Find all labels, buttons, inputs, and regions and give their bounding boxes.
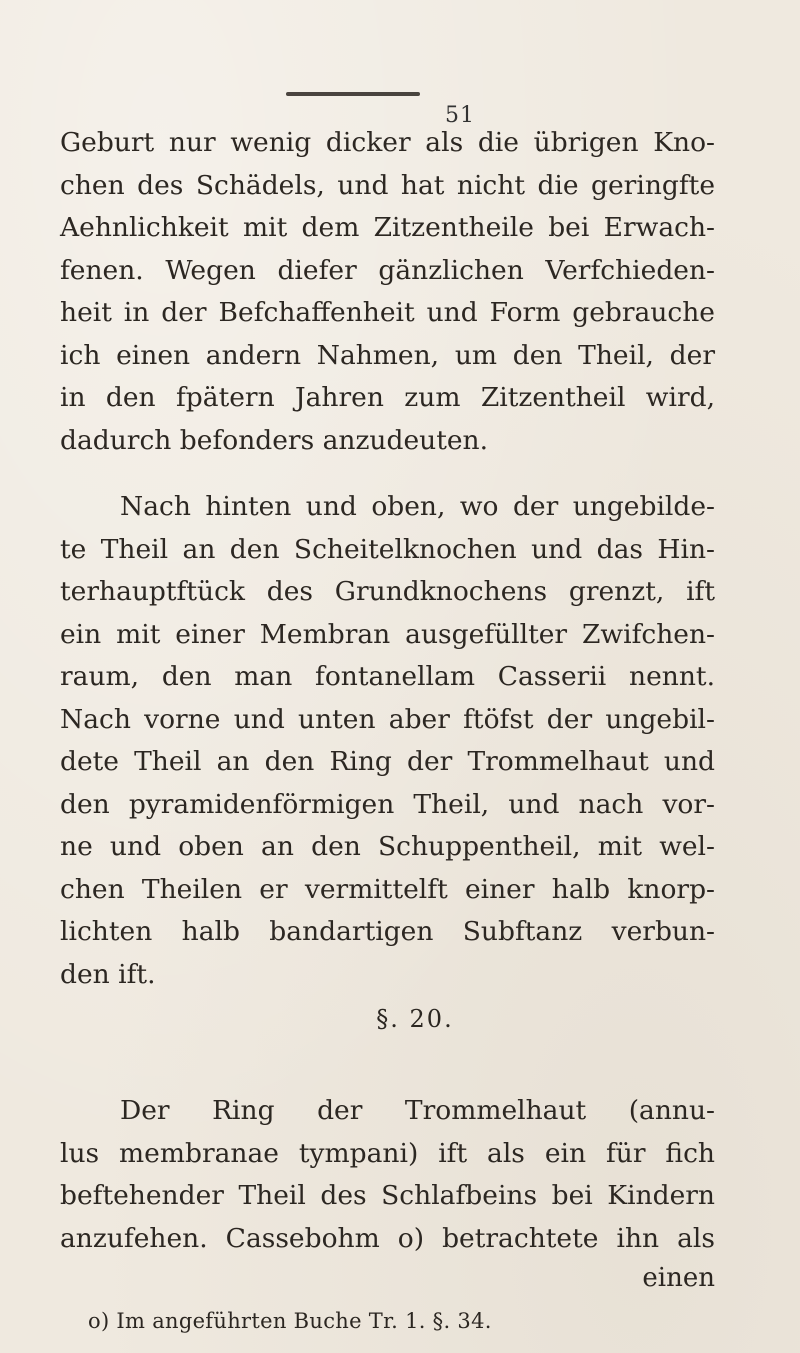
text-line: raum, den man fontanellam Casserii nennt. [60, 661, 715, 692]
text-line: Der Ring der Trommelhaut (annu- [120, 1095, 715, 1126]
text-line: in den fpätern Jahren zum Zitzentheil wird, [60, 382, 715, 413]
header-rule [286, 92, 420, 96]
text-line: dete Theil an den Ring der Trommelhaut und [60, 746, 715, 777]
paragraph-3 [60, 1090, 715, 1260]
paragraph-1 [60, 122, 715, 462]
paragraph-2 [60, 486, 715, 996]
text-line: beftehender Theil des Schlafbeins bei Kindern [60, 1180, 715, 1211]
text-line: den ift. [60, 958, 156, 990]
text-line: heit in der Befchaffenheit und Form gebrauche [60, 297, 715, 328]
text-line: ich einen andern Nahmen, um den Theil, der [60, 339, 715, 371]
page-number: 51 [445, 103, 475, 128]
text-line: Nach hinten und oben, wo der ungebilde- [120, 491, 715, 522]
text-line: lus membranae tympani) ift als ein für fich [60, 1137, 715, 1169]
text-line: dadurch befonders anzudeuten. [60, 424, 489, 456]
text-line: lichten halb bandartigen Subftanz verbun- [60, 916, 715, 947]
text-line: ein mit einer Membran ausgefüllter Zwifchen- [60, 618, 715, 650]
text-line: Nach vorne und unten aber ftöfst der ungebil- [60, 703, 715, 735]
section-heading: §. 20. [376, 1005, 454, 1033]
text-line: anzufehen. Cassebohm o) betrachtete ihn als [60, 1222, 715, 1254]
text-line: fenen. Wegen diefer gänzlichen Verfchieden- [60, 254, 715, 286]
text-line: Geburt nur wenig dicker als die übrigen Kno- [60, 127, 715, 158]
text-line: den pyramidenförmigen Theil, und nach vor- [60, 788, 715, 820]
text-line: Aehnlichkeit mit dem Zitzentheile bei Erwach- [60, 212, 715, 243]
text-line: ne und oben an den Schuppentheil, mit wel- [60, 831, 715, 862]
text-line: terhauptftück des Grundknochens grenzt, ift [60, 576, 715, 607]
text-line: chen Theilen er vermittelft einer halb knorp- [60, 873, 715, 905]
text-line: te Theil an den Scheitelknochen und das Hin- [60, 533, 715, 565]
footnote: o) Im angeführten Buche Tr. 1. §. 34. [88, 1309, 492, 1333]
catch-word: einen [642, 1263, 715, 1293]
text-line: chen des Schädels, und hat nicht die geringfte [60, 169, 715, 201]
